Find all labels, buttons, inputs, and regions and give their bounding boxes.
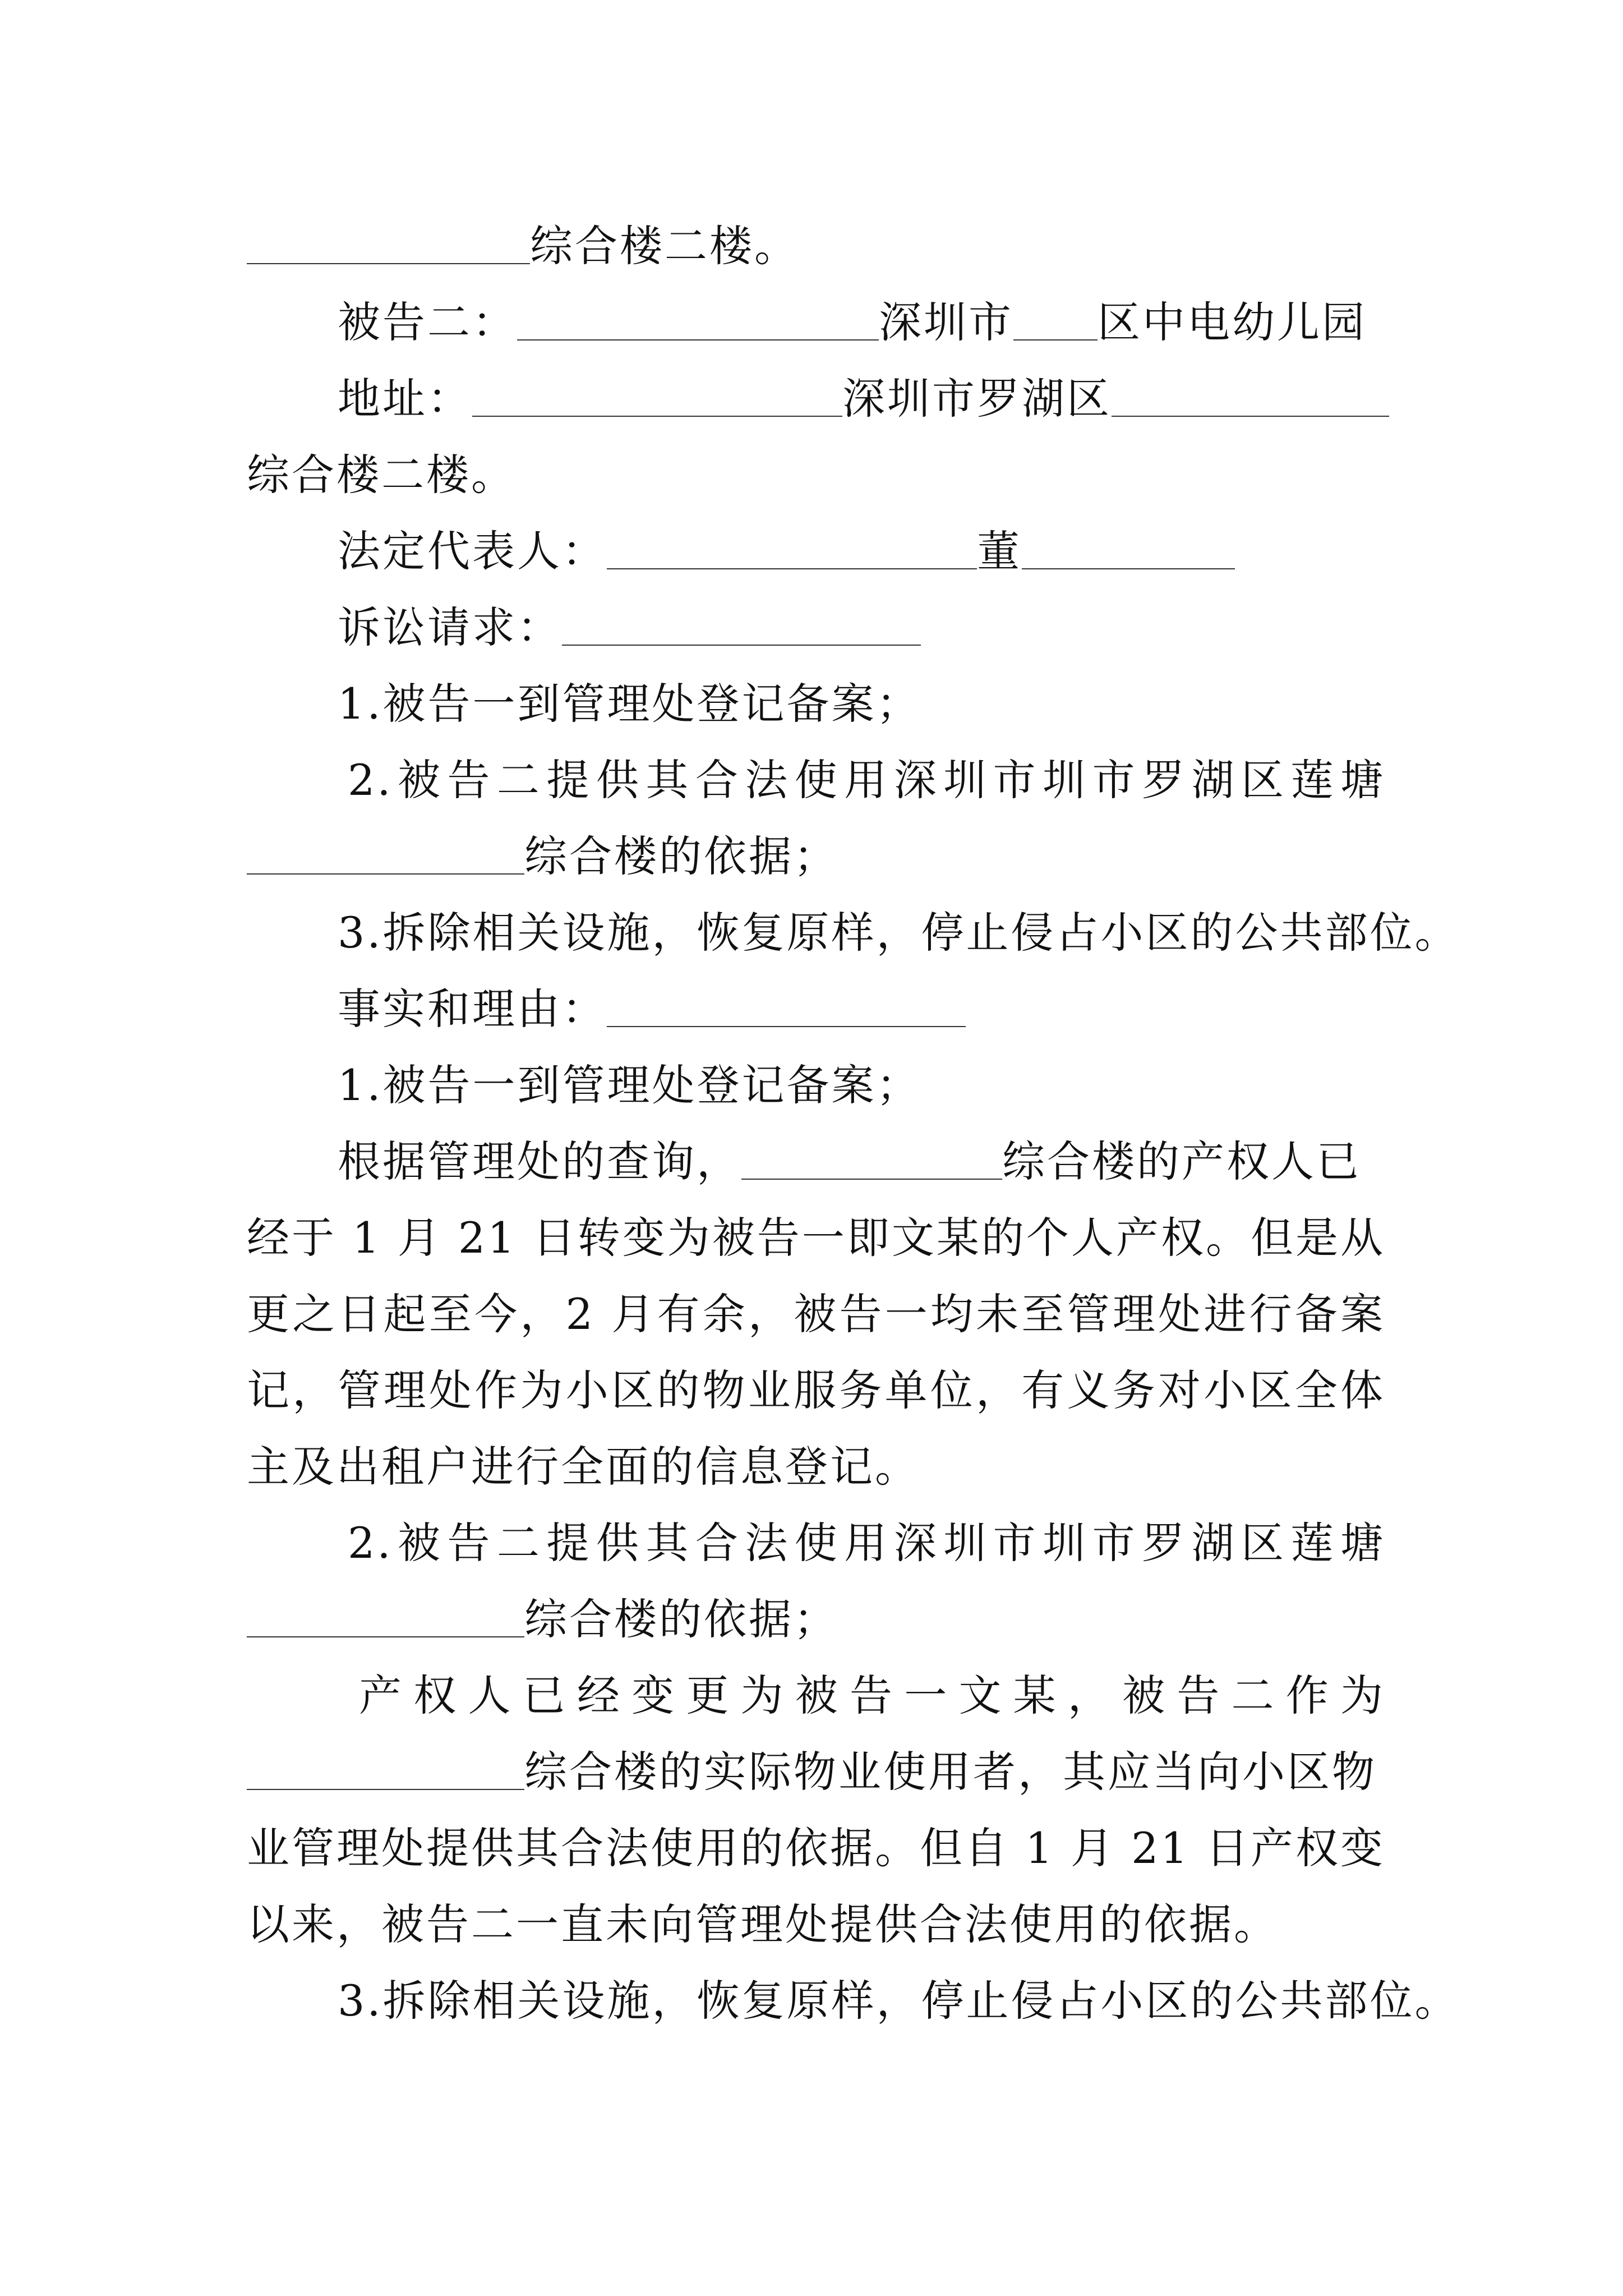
line-text: 更之日起至今，2 月有余，被告一均未至管理处进行备案 [247, 1289, 1385, 1339]
blank-field [562, 602, 921, 646]
line-text: 记，管理处作为小区的物业服务单位，有义务对小区全体 [247, 1365, 1385, 1415]
line-text: 1.被告一到管理处登记备案； [338, 1060, 921, 1110]
line-text: 2.被告二提供其合法使用深圳市圳市罗湖区莲塘 [348, 1518, 1385, 1568]
line-text: 主及出租户进行全面的信息登记。 [247, 1442, 920, 1492]
blank-field [247, 1594, 524, 1637]
line-text: 根据管理处的查询， [338, 1137, 741, 1186]
blank-field [247, 220, 530, 264]
line-text: 综合楼的产权人已 [1002, 1137, 1361, 1186]
line-text: 经于 1 月 21 日转变为被告一即文某的个人产权。但是从 [247, 1213, 1385, 1263]
blank-field [247, 1746, 524, 1790]
defendant-two-label: 被告二： [338, 297, 517, 347]
line-text: 综合楼二楼。 [247, 450, 516, 500]
line-text: 深圳市 [879, 297, 1013, 347]
line-text: 产权人已经变更为被告一文某，被告二作为 [359, 1671, 1385, 1720]
line-text: 深圳市罗湖区 [842, 374, 1112, 424]
blank-field [607, 983, 966, 1027]
line-text: 综合楼的实际物业使用者，其应当向小区物 [524, 1747, 1377, 1797]
line-text: 3.拆除相关设施，恢复原样，停止侵占小区的公共部位。 [338, 1976, 1460, 2026]
blank-field [517, 297, 879, 341]
legal-representative-label: 法定代表人： [338, 526, 607, 576]
blank-field [607, 526, 977, 569]
blank-field [247, 831, 524, 875]
fact-three-heading [338, 1954, 1460, 2047]
line-text: 2.被告二提供其合法使用深圳市圳市罗湖区莲塘 [348, 755, 1385, 805]
blank-field [472, 373, 842, 417]
line-text: 综合楼的依据； [524, 831, 838, 881]
line-text: 业管理处提供其合法使用的依据。但自 1 月 21 日产权变 [247, 1823, 1385, 1873]
line-text: 1.被告一到管理处登记备案； [338, 679, 921, 729]
facts-heading: 事实和理由： [338, 984, 607, 1034]
line-text: 董 [977, 526, 1022, 576]
blank-field [1022, 526, 1235, 569]
line-text: 综合楼二楼。 [530, 221, 799, 271]
blank-field [1112, 373, 1389, 417]
line-text: 区中电幼儿园 [1098, 297, 1367, 347]
blank-field [741, 1136, 1002, 1180]
line-text: 以来，被告二一直未向管理处提供合法使用的依据。 [247, 1899, 1279, 1949]
line-text: 综合楼的依据； [524, 1594, 838, 1644]
blank-field [1013, 297, 1098, 341]
address-label: 地址： [338, 374, 472, 424]
claims-heading: 诉讼请求： [338, 602, 562, 652]
line-text: 3.拆除相关设施，恢复原样，停止侵占小区的公共部位。 [338, 908, 1460, 958]
